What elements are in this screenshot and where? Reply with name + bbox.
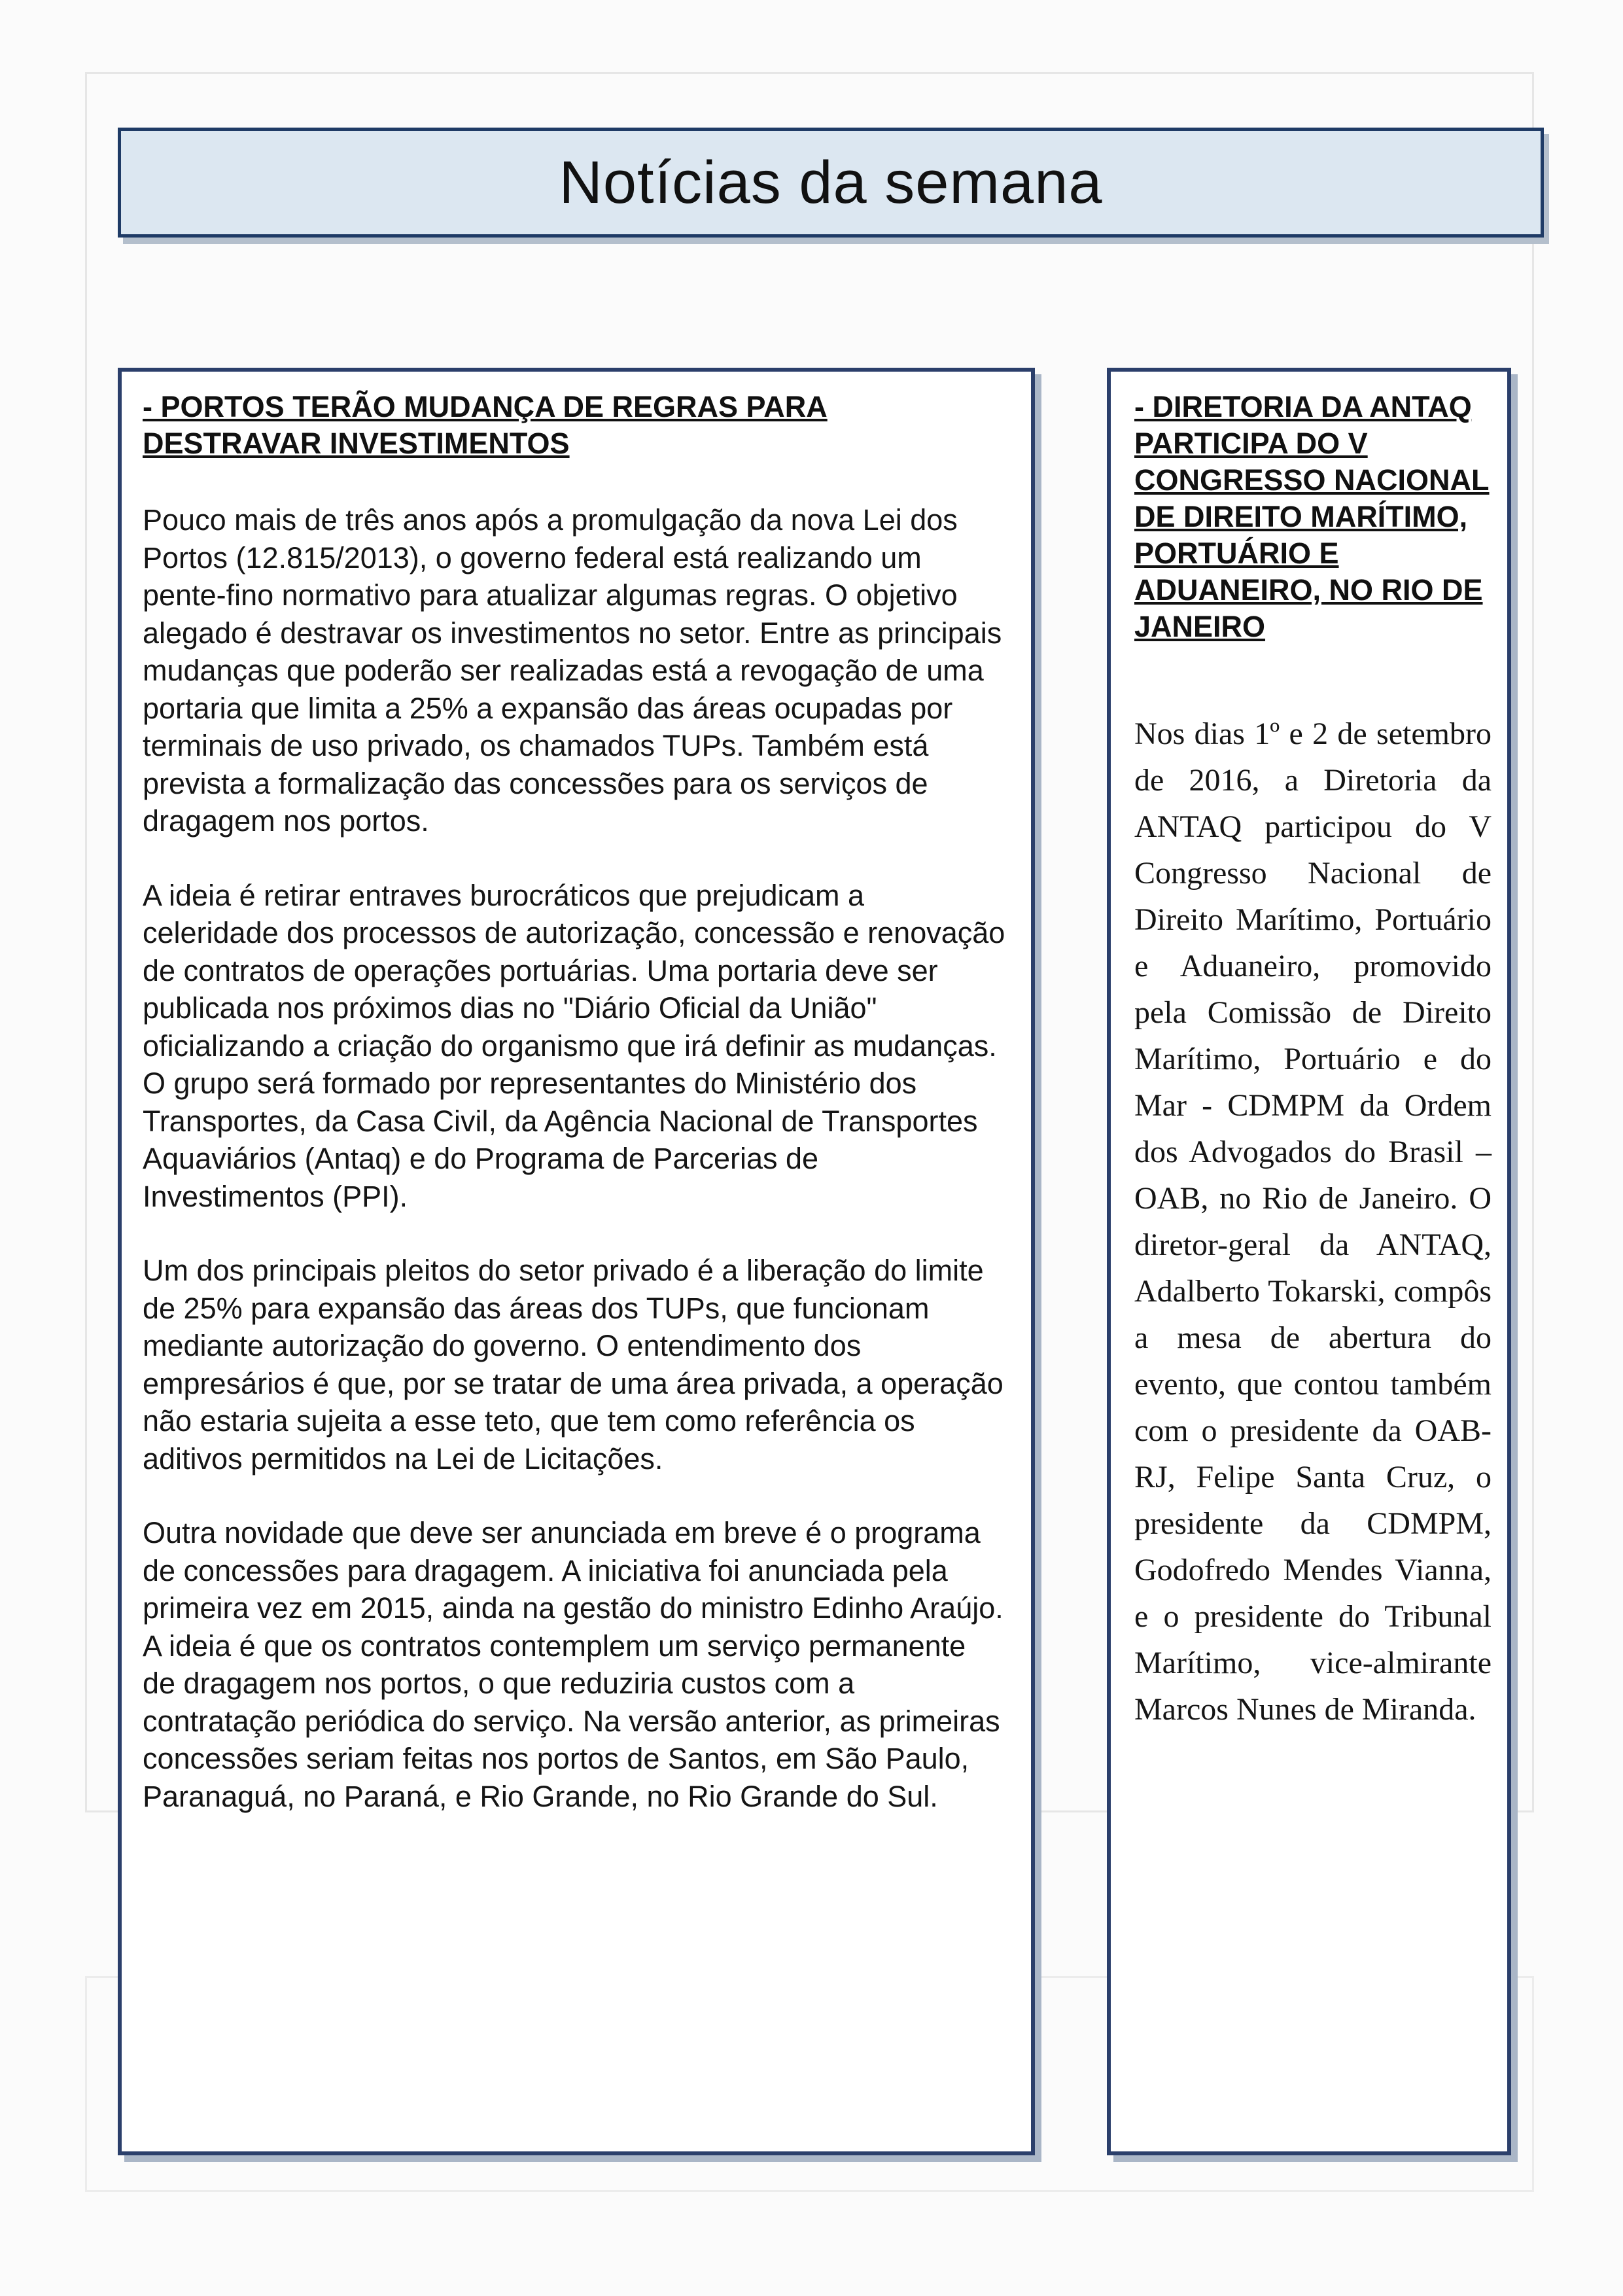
main-article-column <box>118 368 1035 2155</box>
side-article-body: Nos dias 1º e 2 de setembro de 2016, a Diretoria da ANTAQ participou do V Congresso Nacional de Direito Marítimo, Portuário e Aduaneiro, promovido pela Comissão de Direito Marítimo, Portuário e do Mar - CDMPM da Ordem dos Advogados do Brasil – OAB, no Rio de Janeiro. O diretor-geral da ANTAQ, Adalberto Tokarski, compôs a mesa de abertura do evento, que contou também com o presidente da OAB-RJ, Felipe Santa Cruz, o presidente da CDMPM, Godofredo Mendes Vianna, e o presidente do Tribunal Marítimo, vice-almirante Marcos Nunes de Miranda. <box>1134 716 1492 1727</box>
main-article-paragraph: Outra novidade que deve ser anunciada em breve é o programa de concessões para dragagem. A iniciativa foi anunciada pela primeira vez em 2015, ainda na gestão do ministro Edinho Araújo. A ideia é que os contratos contemplem um serviço permanente de dragagem nos portos, o que reduziria custos com a contratação periódica do serviço. Na versão anterior, as primeiras concessões seriam feitas nos portos de Santos, em São Paulo, Paranaguá, no Paraná, e Rio Grande, no Rio Grande do Sul. <box>143 1516 1003 1813</box>
main-article-paragraph: Pouco mais de três anos após a promulgação da nova Lei dos Portos (12.815/2013), o governo federal está realizando um pente-fino normativo para atualizar algumas regras. O objetivo alegado é destravar os investimentos no setor. Entre as principais mudanças que poderão ser realizadas está a revogação de uma portaria que limita a 25% a expansão das áreas ocupadas por terminais de uso privado, os chamados TUPs. Também está prevista a formalização das concessões para os serviços de dragagem nos portos. <box>143 503 1002 838</box>
main-article-paragraph: A ideia é retirar entraves burocráticos que prejudicam a celeridade dos processos de autorização, concessão e renovação de contratos de operações portuárias. Uma portaria deve ser publicada nos próximos dias no "Diário Oficial da União" oficializando a criação do organismo que irá definir as mudanças. O grupo será formado por representantes do Ministério dos Transportes, da Casa Civil, da Agência Nacional de Transportes Aquaviários (Antaq) e do Programa de Parcerias de Investimentos (PPI). <box>143 878 1005 1213</box>
main-article-headline: - PORTOS TERÃO MUDANÇA DE REGRAS PARA DESTRAVAR INVESTIMENTOS <box>143 390 828 460</box>
side-article-column <box>1107 368 1511 2155</box>
side-article-headline: - DIRETORIA DA ANTAQ PARTICIPA DO V CONGRESSO NACIONAL DE DIREITO MARÍTIMO, PORTUÁRIO E ADUANEIRO, NO RIO DE JANEIRO <box>1134 390 1490 643</box>
page-title-banner <box>118 128 1544 238</box>
page-title: Notícias da semana <box>559 149 1103 216</box>
main-article-paragraph: Um dos principais pleitos do setor privado é a liberação do limite de 25% para expansão das áreas dos TUPs, que funcionam mediante autorização do governo. O entendimento dos empresários é que, por se tratar de uma área privada, a operação não estaria sujeita a esse teto, que tem como referência os aditivos permitidos na Lei de Licitações. <box>143 1254 1003 1475</box>
